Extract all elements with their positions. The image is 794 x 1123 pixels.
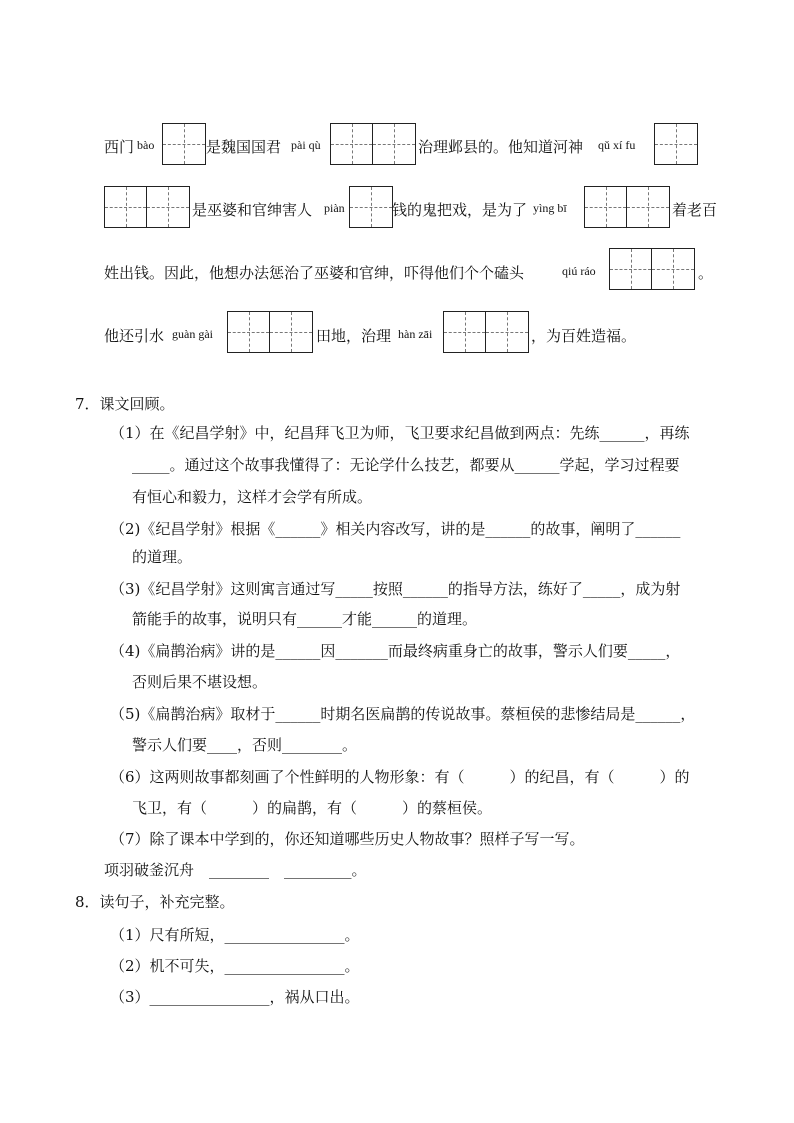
pinyin-prompt: pài qù [291,138,321,152]
question-8-line: （3）________________，祸从口出。 [110,988,360,1006]
passage-text: 是巫婆和官绅害人 [192,201,313,219]
question-7-line: 否则后果不堪设想。 [132,673,268,691]
question-7-title: 7．课文回顾。 [75,395,175,413]
char-box-group[interactable] [584,186,670,228]
passage-text: 。 [698,264,714,282]
pinyin-prompt: guàn gài [172,327,213,341]
char-box-group[interactable] [227,311,313,353]
question-7-line: 飞卫，有（ ）的扁鹊，有（ ）的蔡桓侯。 [132,799,493,817]
char-box-group[interactable] [654,123,698,165]
pinyin-prompt: bào [137,138,155,152]
question-7-line: （5)《扁鹊治病》取材于______时期名医扁鹊的传说故事。蔡桓侯的悲惨结局是______， [110,705,696,723]
question-7-line: 警示人们要____，否则________。 [132,736,358,754]
passage-text: 姓出钱。因此，他想办法惩治了巫婆和官绅，吓得他们个个磕头 [104,264,525,282]
question-7-line: （7）除了课本中学到的，你还知道哪些历史人物故事？照样子写一写。 [110,830,585,848]
pinyin-prompt: hàn zāi [398,327,433,341]
question-7-line: 有恒心和毅力，这样才会学有所成。 [132,488,373,506]
passage-text: ，为百姓造福。 [531,327,637,345]
passage-text: 治理邺县的。他知道河神 [418,138,584,156]
char-box-group[interactable] [349,186,393,228]
passage-text: 田地，治理 [316,327,392,345]
question-7-line: 项羽破釜沉舟 ________ _________。 [104,861,367,879]
char-box-group[interactable] [104,186,190,228]
passage-text: 着老百 [672,201,718,219]
question-7-line: （2)《纪昌学射》根据《______》相关内容改写，讲的是______的故事，阐明了______ [110,520,681,538]
pinyin-prompt: piàn [324,201,345,215]
char-box-group[interactable] [609,248,695,290]
pinyin-prompt: qǔ xí fu [598,138,636,152]
question-8-title: 8．读句子，补充完整。 [75,893,235,911]
passage-text: 西门 [104,138,135,156]
question-7-line: 的道理。 [132,548,193,566]
question-7-line: （6）这两则故事都刻画了个性鲜明的人物形象：有（ ）的纪昌，有（ ）的 [110,768,690,786]
question-8-line: （1）尺有所短，________________。 [110,926,360,944]
passage-text: 他还引水 [104,327,165,345]
char-box-group[interactable] [443,311,529,353]
passage-text: 是魏国国君 [206,138,282,156]
pinyin-prompt: yìng bī [533,201,567,215]
char-box-group[interactable] [162,123,206,165]
pinyin-prompt: qiú ráo [562,264,596,278]
question-7-line: （4)《扁鹊治病》讲的是______因_______而最终病重身亡的故事，警示人们要_____， [110,642,681,660]
question-7-line: _____。通过这个故事我懂得了：无论学什么技艺，都要从______学起，学习过程要 [132,456,680,474]
char-box-group[interactable] [330,123,416,165]
question-7-line: （3)《纪昌学射》这则寓言通过写_____按照______的指导方法，练好了_____，成为射 [110,580,681,598]
question-7-line: （1）在《纪昌学射》中，纪昌拜飞卫为师，飞卫要求纪昌做到两点：先练______，再练 [110,424,690,442]
question-7-line: 箭能手的故事，说明只有______才能______的道理。 [132,610,478,628]
passage-text: 钱的鬼把戏，是为了 [392,201,528,219]
question-8-line: （2）机不可失，________________。 [110,957,360,975]
